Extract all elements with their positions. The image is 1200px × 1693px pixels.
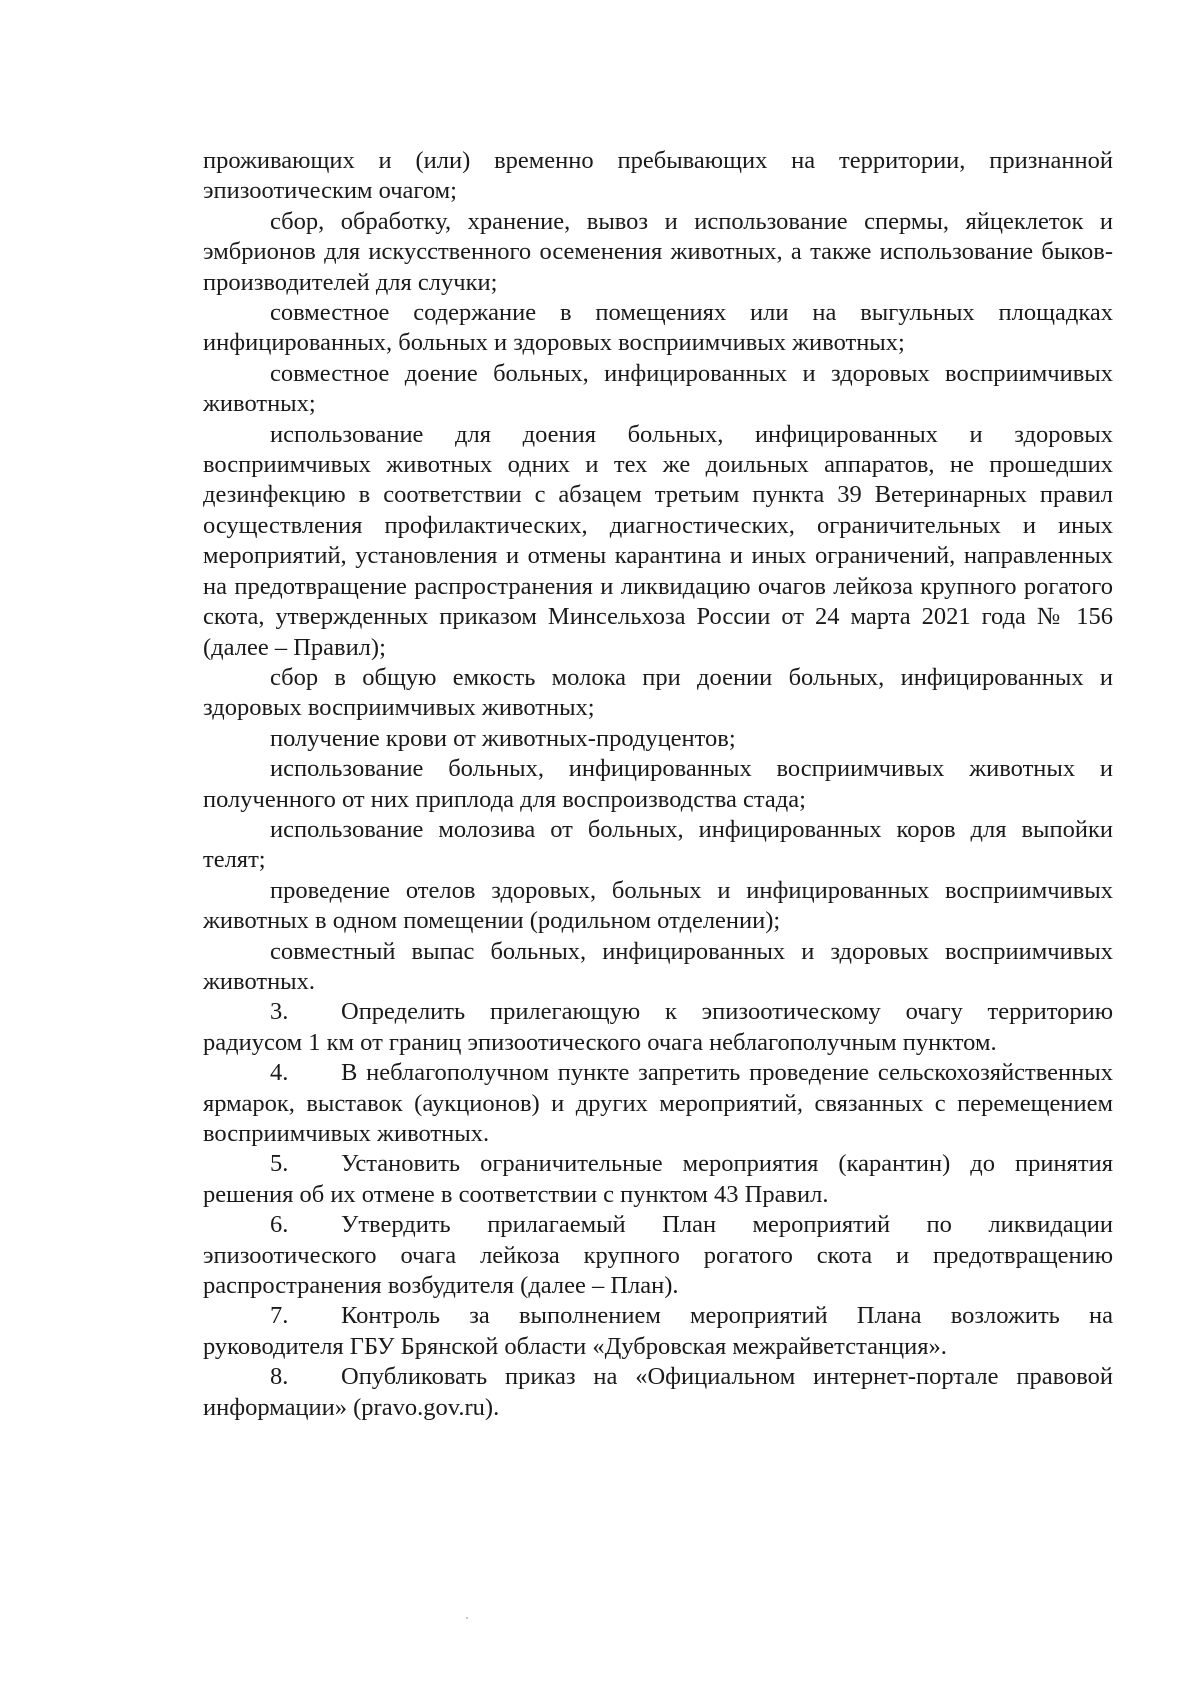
paragraph: сбор, обработку, хранение, вывоз и использование спермы, яйцеклеток и эмбрионов для искусственного осеменения животных, а также использование быков-производителей для случки;	[203, 207, 1113, 296]
numbered-item	[203, 997, 1113, 1058]
item-text: Утвердить прилагаемый План мероприятий по ликвидации эпизоотического очага лейкоза крупного рогатого скота и предотвращению распространения возбудителя (далее – План).	[203, 1211, 1113, 1300]
paragraph: проживающих и (или) временно пребывающих на территории, признанной эпизоотическим очагом;	[203, 147, 1113, 205]
numbered-item	[203, 1362, 1113, 1423]
numbered-item	[203, 1210, 1113, 1301]
paragraph: совместное содержание в помещениях или на выгульных площадках инфицированных, больных и здоровых восприимчивых животных;	[203, 299, 1113, 357]
numbered-item	[203, 1301, 1113, 1362]
item-number: 6.	[270, 1211, 289, 1239]
paragraph: совместное доение больных, инфицированных и здоровых восприимчивых животных;	[203, 359, 1113, 418]
scan-speck	[466, 1617, 468, 1619]
item-number: 5.	[270, 1150, 289, 1178]
paragraph: проведение отелов здоровых, больных и инфицированных восприимчивых животных в одном помещении (родильном отделении);	[203, 876, 1113, 935]
paragraph: использование для доения больных, инфицированных и здоровых восприимчивых животных одних и тех же доильных аппаратов, не прошедших дезинфекцию в соответствии с абзацем третьим пункта 39 Ветеринарных правил осуществления профилактических, диагностических, ограничительных и иных мероприятий, установления и отмены карантина и иных ограничений, направленных на предотвращение распространения и ликвидацию очагов лейкоза крупного рогатого скота, утвержденных приказом Минсельхоза России от 24 марта 2021 года № 156 (далее – Правил);	[203, 420, 1113, 661]
item-text: Определить прилегающую к эпизоотическому очагу территорию радиусом 1 км от границ эпизоотического очага неблагополучным пунктом.	[203, 998, 1113, 1056]
item-number: 8.	[270, 1363, 289, 1391]
paragraph: использование молозива от больных, инфицированных коров для выпойки телят;	[203, 815, 1113, 874]
paragraph: использование больных, инфицированных восприимчивых животных и полученного от них приплода для воспроизводства стада;	[203, 755, 1113, 813]
paragraph: сбор в общую емкость молока при доении больных, инфицированных и здоровых восприимчивых животных;	[203, 663, 1113, 722]
item-number: 3.	[270, 998, 289, 1026]
document-body	[203, 146, 1113, 1423]
paragraph: совместный выпас больных, инфицированных и здоровых восприимчивых животных.	[203, 937, 1113, 995]
item-text: В неблагополучном пункте запретить проведение сельскохозяйственных ярмарок, выставок (аукционов) и других мероприятий, связанных с перемещением восприимчивых животных.	[203, 1059, 1113, 1147]
item-text: Контроль за выполнением мероприятий Плана возложить на руководителя ГБУ Брянской области «Дубровская межрайветстанция».	[203, 1302, 1113, 1360]
item-text: Опубликовать приказ на «Официальном интернет-портале правовой информации» (pravo.gov.ru).	[203, 1363, 1113, 1421]
numbered-item	[203, 1058, 1113, 1149]
item-text: Установить ограничительные мероприятия (карантин) до принятия решения об их отмене в соответствии с пунктом 43 Правил.	[203, 1150, 1113, 1208]
paragraph: получение крови от животных-продуцентов;	[270, 724, 736, 752]
item-number: 4.	[270, 1059, 289, 1087]
item-number: 7.	[270, 1302, 289, 1330]
numbered-item	[203, 1149, 1113, 1210]
